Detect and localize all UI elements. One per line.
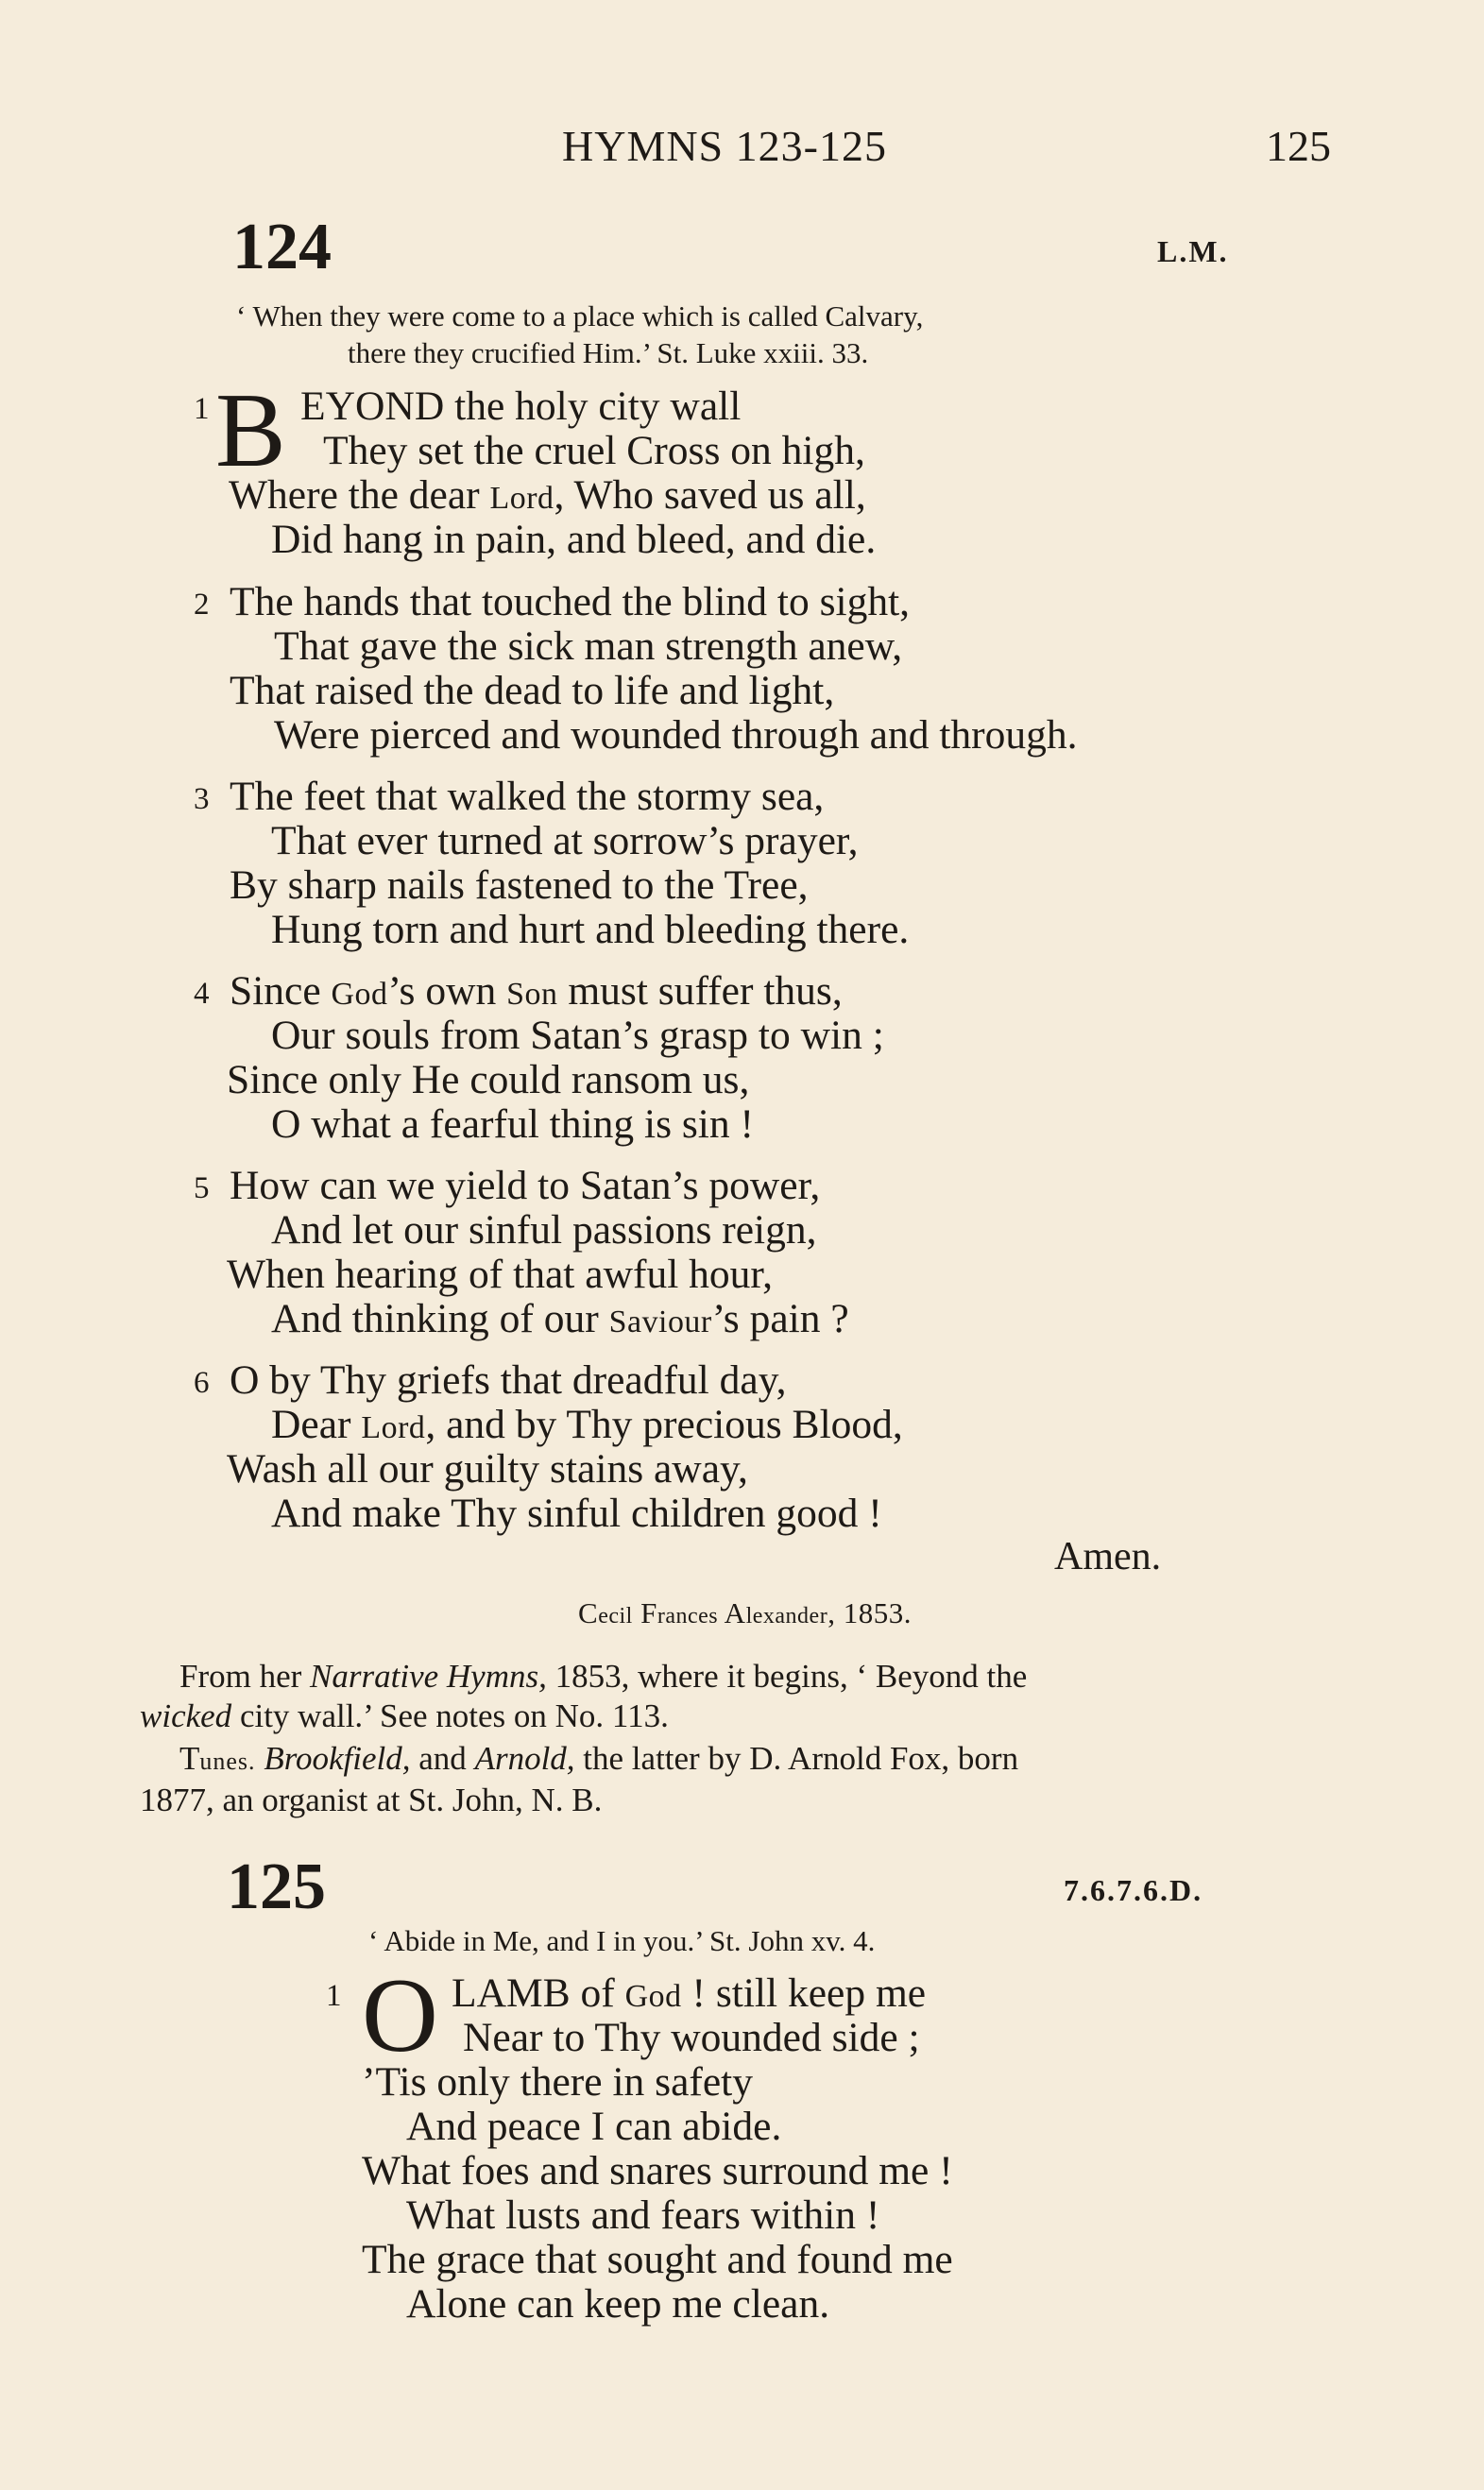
verse-number: 2: [194, 588, 210, 622]
verse-line: That raised the dead to life and light,: [230, 668, 835, 713]
verse-line: LAMB of God ! still keep me: [452, 1970, 927, 2016]
hymn-note-line: 1877, an organist at St. John, N. B.: [140, 1782, 603, 1818]
verse-line: And peace I can abide.: [406, 2104, 782, 2149]
verse-line: What foes and snares surround me !: [362, 2148, 953, 2193]
verse-line: They set the cruel Cross on high,: [323, 428, 865, 473]
verse-line: ’Tis only there in safety: [362, 2059, 754, 2105]
verse-line: EYOND the holy city wall: [300, 384, 742, 429]
hymn-meter-125: 7.6.7.6.D.: [1064, 1873, 1203, 1907]
epigraph-125: ‘ Abide in Me, and I in you.’ St. John xv. 4.: [368, 1924, 876, 1957]
verse-line: The grace that sought and found me: [362, 2237, 953, 2282]
verse-line: Since only He could ransom us,: [227, 1057, 750, 1102]
verse-line: The hands that touched the blind to sight,: [230, 579, 911, 624]
verse-line: How can we yield to Satan’s power,: [230, 1163, 821, 1208]
running-head: HYMNS 123-125: [562, 122, 887, 170]
verse-number: 6: [194, 1366, 210, 1400]
page-number: 125: [1266, 122, 1331, 170]
epigraph-124-line1: ‘ When they were come to a place which is called Calvary,: [236, 299, 924, 333]
hymn-tunes-note: Tunes. Brookfield, and Arnold, the latter by D. Arnold Fox, born: [179, 1740, 1019, 1777]
verse-number: 5: [194, 1171, 210, 1205]
verse-line: Were pierced and wounded through and through.: [274, 712, 1078, 758]
verse-number: 3: [194, 782, 210, 816]
verse-line: That gave the sick man strength anew,: [274, 623, 903, 669]
verse-line: The feet that walked the stormy sea,: [230, 774, 825, 819]
hymn-number-124: 124: [232, 211, 332, 283]
hymn-author: Cecil Frances Alexander, 1853.: [578, 1596, 912, 1629]
verse-number: 1: [326, 1979, 342, 2013]
hymn-meter-124: L.M.: [1157, 234, 1229, 268]
verse-line: And let our sinful passions reign,: [271, 1207, 817, 1253]
verse-line: Alone can keep me clean.: [406, 2281, 830, 2327]
verse-line: Near to Thy wounded side ;: [463, 2015, 920, 2060]
amen: Amen.: [1054, 1535, 1162, 1578]
verse-line: Hung torn and hurt and bleeding there.: [271, 907, 910, 952]
verse-line: Where the dear Lord, Who saved us all,: [229, 472, 866, 518]
hymn-number-125: 125: [227, 1850, 326, 1923]
verse-line: O by Thy griefs that dreadful day,: [230, 1357, 787, 1403]
verse-line: And make Thy sinful children good !: [271, 1491, 882, 1536]
hymn-note-line: wicked city wall.’ See notes on No. 113.: [140, 1697, 669, 1734]
verse-line: When hearing of that awful hour,: [227, 1252, 774, 1297]
verse-line: What lusts and fears within !: [406, 2192, 880, 2238]
drop-cap: O: [362, 1957, 438, 2074]
verse-line: Dear Lord, and by Thy precious Blood,: [271, 1402, 903, 1447]
verse-line: By sharp nails fastened to the Tree,: [230, 862, 809, 908]
verse-line: Did hang in pain, and bleed, and die.: [271, 517, 877, 562]
verse-line: Our souls from Satan’s grasp to win ;: [271, 1013, 884, 1058]
drop-cap: B: [215, 372, 286, 489]
hymn-note-line: From her Narrative Hymns, 1853, where it begins, ‘ Beyond the: [179, 1658, 1028, 1695]
verse-line: That ever turned at sorrow’s prayer,: [271, 818, 859, 863]
verse-number: 1: [194, 392, 210, 426]
verse-line: And thinking of our Saviour’s pain ?: [271, 1296, 849, 1341]
verse-line: O what a fearful thing is sin !: [271, 1101, 754, 1147]
verse-number: 4: [194, 977, 210, 1011]
verse-line: Wash all our guilty stains away,: [227, 1446, 748, 1492]
verse-line: Since God’s own Son must suffer thus,: [230, 968, 843, 1014]
epigraph-124-line2: there they crucified Him.’ St. Luke xxiii. 33.: [348, 336, 869, 369]
